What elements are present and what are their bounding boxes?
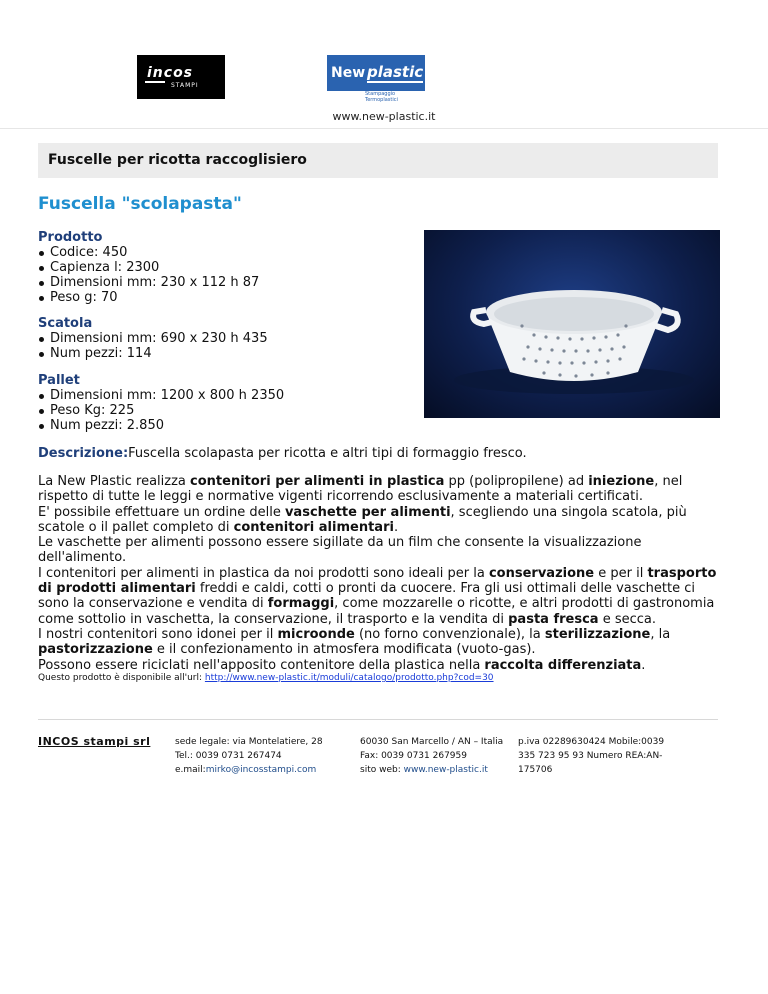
prodotto-list bbox=[38, 245, 259, 305]
description-label: Descrizione: bbox=[38, 446, 129, 461]
paragraph: I nostri contenitori sono idonei per il microonde (no forno convenzionale), la sterilizzazione, la pastorizzazione e il confezionamento in atmosfera modificata (vuoto-gas). bbox=[38, 626, 671, 658]
incos-logo bbox=[137, 55, 225, 99]
paragraph: La New Plastic realizza contenitori per alimenti in plastica pp (polipropilene) ad iniezione, nel rispetto di tutte le leggi e normative vigenti ricorrendo esclusivamente a materiali certificati. bbox=[38, 474, 683, 505]
incos-logo-bar bbox=[145, 81, 165, 83]
pallet-heading: Pallet bbox=[38, 373, 80, 388]
footer-city-col: 60030 San Marcello / AN – Italia Fax: 0039 0731 267959 sito web: www.new-plastic.it bbox=[360, 737, 504, 775]
pallet-section bbox=[38, 373, 284, 433]
scatola-list bbox=[38, 331, 268, 361]
description-text: Fuscella scolapasta per ricotta e altri tipi di formaggio fresco. bbox=[128, 446, 527, 461]
body-text bbox=[38, 474, 728, 673]
footer-email-link[interactable]: mirko@incosstampi.com bbox=[205, 765, 317, 775]
scatola-heading: Scatola bbox=[38, 316, 93, 331]
footer-company: INCOS stampi srl bbox=[38, 735, 151, 748]
footer-site-link[interactable]: www.new-plastic.it bbox=[403, 765, 488, 775]
list-item: Peso Kg: 225 bbox=[38, 403, 284, 418]
product-title: Fuscella "scolapasta" bbox=[38, 194, 242, 214]
incos-logo-sub: STAMPI bbox=[171, 82, 199, 89]
prodotto-section bbox=[38, 230, 259, 305]
list-item: Num pezzi: 114 bbox=[38, 346, 268, 361]
scatola-section bbox=[38, 316, 268, 361]
list-item: Capienza l: 2300 bbox=[38, 260, 259, 275]
footer-address-col: sede legale: via Montelatiere, 28 Tel.: 0039 0731 267474 e.mail:mirko@incosstampi.com bbox=[175, 737, 323, 775]
description bbox=[38, 446, 527, 461]
product-photo bbox=[424, 230, 720, 418]
newplastic-logo bbox=[327, 55, 425, 103]
list-item: Peso g: 70 bbox=[38, 290, 259, 305]
page-header bbox=[0, 0, 768, 129]
list-item: Num pezzi: 2.850 bbox=[38, 418, 284, 433]
list-item: Dimensioni mm: 690 x 230 h 435 bbox=[38, 331, 268, 346]
newplastic-logo-plastic: plastic bbox=[367, 63, 424, 81]
prodotto-heading: Prodotto bbox=[38, 230, 103, 245]
site-url: www.new-plastic.it bbox=[332, 110, 436, 123]
footer-vat-col: p.iva 02289630424 Mobile:0039 335 723 95 93 Numero REA:AN- 175706 bbox=[518, 737, 665, 775]
list-item: Dimensioni mm: 230 x 112 h 87 bbox=[38, 275, 259, 290]
paragraph: Le vaschette per alimenti possono essere sigillate da un film che consente la visualizzazione dell'alimento. bbox=[38, 535, 642, 566]
footer-divider bbox=[38, 719, 718, 720]
list-item: Codice: 450 bbox=[38, 245, 259, 260]
product-url-link[interactable]: http://www.new-plastic.it/moduli/catalogo/prodotto.php?cod=30 bbox=[204, 673, 494, 683]
newplastic-logo-new: New bbox=[331, 65, 366, 81]
colander-image bbox=[424, 230, 720, 418]
pallet-list bbox=[38, 388, 284, 433]
paragraph: E' possibile effettuare un ordine delle vaschette per alimenti, scegliendo una singola scatola, più scatole o il pallet completo di contenitori alimentari. bbox=[38, 504, 687, 535]
list-item: Dimensioni mm: 1200 x 800 h 2350 bbox=[38, 388, 284, 403]
category-bar bbox=[38, 143, 718, 178]
product-url-note: Questo prodotto è disponibile all'url: http://www.new-plastic.it/moduli/catalogo/prodotto.php?cod=30 bbox=[38, 673, 494, 683]
newplastic-logo-tagline: Stampaggio Termoplastici bbox=[365, 91, 398, 103]
paragraph: Possono essere riciclati nell'apposito contenitore della plastica nella raccolta differenziata. bbox=[38, 657, 646, 673]
paragraph: I contenitori per alimenti in plastica da noi prodotti sono ideali per la conservazione e per il trasporto di prodotti alimentari freddi e caldi, cotti o pronti da cuocere. Fra gli usi ottimali delle vaschette ci sono la conservazione e vendita di formaggi, come mozzarelle o ricotte, e altri prodotti di gastronomia come sottolio in vaschetta, la conservazione, il trasporto e la vendita di pasta fresca e secca. bbox=[38, 565, 717, 627]
incos-logo-word: incos bbox=[147, 65, 194, 81]
category-title: Fuscelle per ricotta raccoglisiero bbox=[48, 152, 307, 168]
